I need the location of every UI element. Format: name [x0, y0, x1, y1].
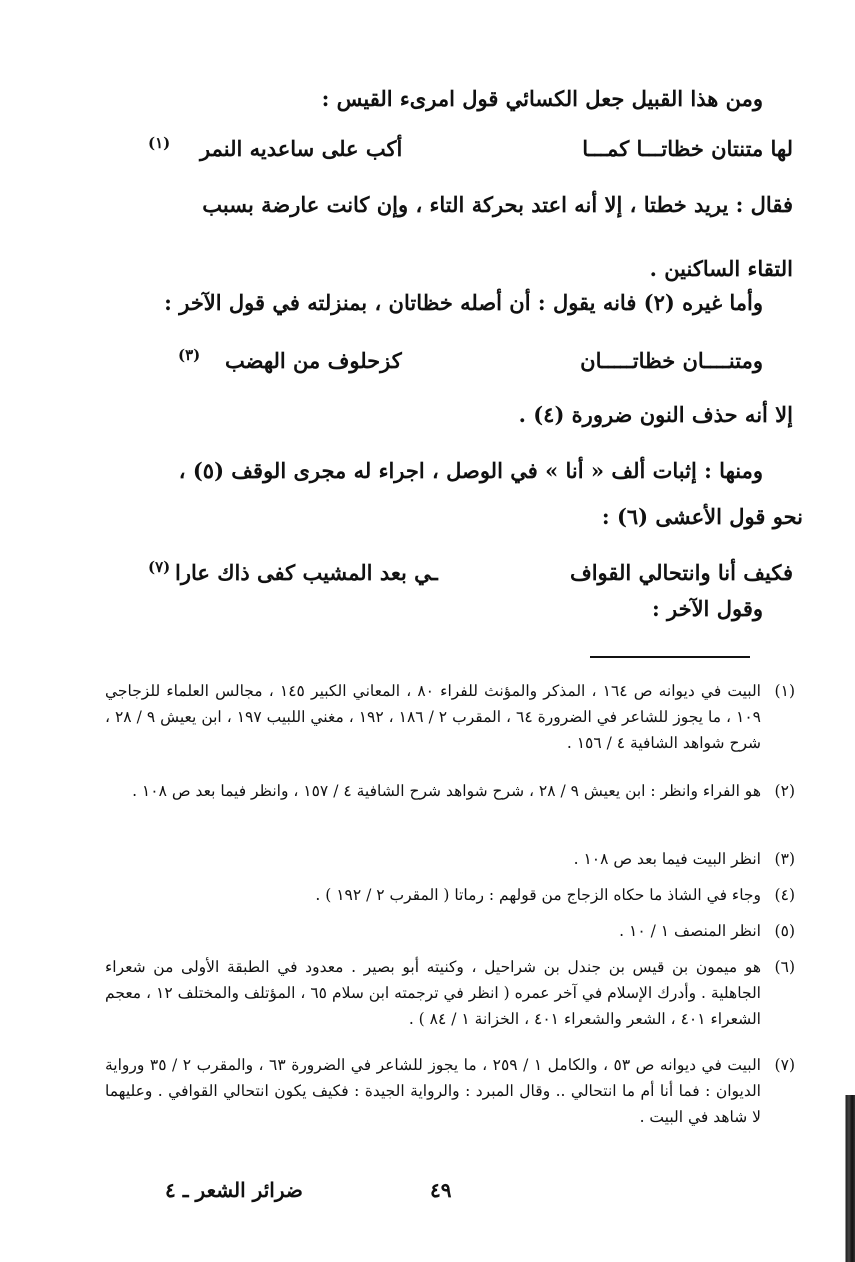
- footnote-ref: (٧): [148, 558, 171, 576]
- running-title: ضرائر الشعر ـ ٤: [165, 1178, 303, 1202]
- verse-right-hemistich: ومتنــــان خظاتـــــان: [580, 348, 763, 373]
- footnote: [105, 1052, 795, 1130]
- footnote-text: هو الفراء وانظر : ابن يعيش ٩ / ٢٨ ، شرح شواهد شرح الشافية ٤ / ١٥٧ ، وانظر فيما بعد ص ١٠٨ .: [132, 782, 761, 800]
- footnote-separator: [590, 656, 750, 658]
- footnote-text: وجاء في الشاذ ما حكاه الزجاج من قولهم : رماتا ( المقرب ٢ / ١٩٢ ) .: [315, 886, 761, 904]
- footnote: [105, 882, 795, 908]
- footnote-text: البيت في ديوانه ص ١٦٤ ، المذكر والمؤنث للفراء ٨٠ ، المعاني الكبير ١٤٥ ، مجالس العلماء للزجاجي ١٠٩ ، ما يجوز للشاعر في الضرورة ٦٤ ، المقرب ٢ / ١٨٦ ، ١٩٢ ، مغني اللبيب ١٩٧ ، ابن يعيش ٩ / ٢٨ ، شرح شواهد الشافية ٤ / ١٥٦ .: [105, 682, 761, 752]
- footnote: [105, 954, 795, 1032]
- footnote-ref: (٣): [178, 346, 201, 364]
- verse-right-hemistich: فكيف أنا وانتحالي القواف: [569, 560, 793, 585]
- footnote-number: (٤): [774, 886, 795, 904]
- verse-right-hemistich: لها متنتان خظاتـــا كمـــا: [582, 136, 793, 161]
- text-line: ومن هذا القبيل جعل الكسائي قول امرىء القيس :: [321, 86, 763, 111]
- scan-edge: [841, 1095, 855, 1262]
- text-line: وأما غيره (٢) فانه يقول : أن أصله خظاتان ، بمنزلته في قول الآخر :: [164, 290, 763, 315]
- verse-left-hemistich: ـي بعد المشيب كفى ذاك عارا: [175, 560, 438, 585]
- text-line: إلا أنه حذف النون ضرورة (٤) .: [518, 402, 793, 427]
- footnote-text: انظر البيت فيما بعد ص ١٠٨ .: [573, 850, 761, 868]
- footnote-number: (٥): [774, 922, 795, 940]
- footnote-text: البيت في ديوانه ص ٥٣ ، والكامل ١ / ٢٥٩ ، ما يجوز للشاعر في الضرورة ٦٣ ، والمقرب ٢ / ٣٥ ورواية الديوان : فما أنا أم ما انتحالي .. وقال المبرد : والرواية الجيدة : فكيف يكون انتحالي القوافي . وعليهما لا شاهد في البيت .: [105, 1056, 761, 1126]
- text-line: نحو قول الأعشى (٦) :: [601, 504, 803, 529]
- text-line: وقول الآخر :: [651, 596, 763, 621]
- text-line: فقال : يريد خطتا ، إلا أنه اعتد بحركة التاء ، وإن كانت عارضة بسبب: [202, 192, 793, 217]
- footnote-number: (١): [774, 682, 795, 700]
- footnote-ref: (١): [148, 134, 171, 152]
- text-line: التقاء الساكنين .: [649, 256, 793, 281]
- footnote: [105, 846, 795, 872]
- text-line: ومنها : إثبات ألف « أنا » في الوصل ، اجراء له مجرى الوقف (٥) ،: [178, 458, 763, 483]
- footnote-number: (٢): [774, 782, 795, 800]
- footnote-text: انظر المنصف ١ / ١٠ .: [619, 922, 761, 940]
- verse-left-hemistich: أكب على ساعديه النمر: [200, 136, 403, 161]
- footnote-text: هو ميمون بن قيس بن جندل بن شراحيل ، وكنيته أبو بصير . معدود في الطبقة الأولى من شعراء الجاهلية . وأدرك الإسلام في آخر عمره ( انظر في ترجمته ابن سلام ٦٥ ، المؤتلف والمختلف ١٢ ، معجم الشعراء ٤٠١ ، الشعر والشعراء ٤٠١ ، الخزانة ١ / ٨٤ ) .: [105, 958, 761, 1028]
- footnote-number: (٣): [774, 850, 795, 868]
- page-number: ٤٩: [430, 1178, 452, 1202]
- footnote: [105, 918, 795, 944]
- footnote: [105, 778, 795, 804]
- footnote-number: (٧): [774, 1056, 795, 1074]
- footnote: [105, 678, 795, 756]
- verse-left-hemistich: كزحلوف من الهضب: [225, 348, 402, 373]
- footnote-number: (٦): [774, 958, 795, 976]
